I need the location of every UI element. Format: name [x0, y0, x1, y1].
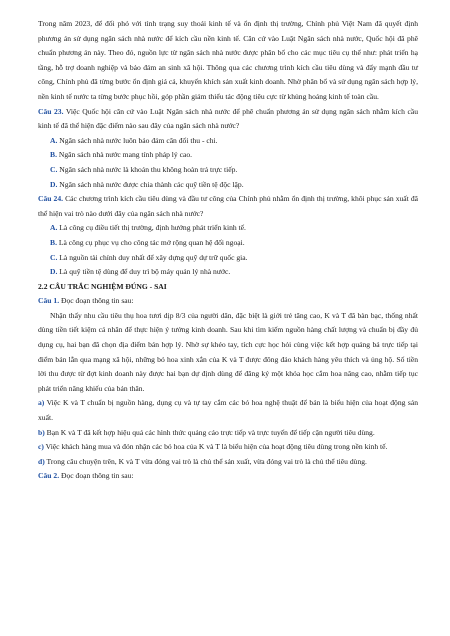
- question-2: [38, 469, 418, 484]
- option-letter: B.: [50, 150, 57, 160]
- statement-letter: d): [38, 456, 45, 466]
- option-b[interactable]: [38, 148, 418, 163]
- question-number: Câu 1.: [38, 296, 60, 306]
- question-text: Việc Quốc hội căn cứ vào Luật Ngân sách nhà nước để phê chuẩn phương án sử dụng ngân sách nhằm kích cầu kinh tế đã thể hiện đặc điểm nào sau đây của ngân sách nhà nước?: [38, 106, 418, 131]
- statement-b: [38, 426, 418, 441]
- option-d[interactable]: [38, 265, 418, 280]
- question-number: Câu 2.: [38, 471, 60, 481]
- option-letter: D.: [50, 179, 58, 189]
- option-letter: B.: [50, 237, 57, 247]
- passage-paragraph: Nhận thấy nhu cầu tiêu thụ hoa tươi dịp 8/3 của người dân, đặc biệt là giới trẻ tăng cao, K và T đã bàn bạc, thống nhất dùng tiền tiết kiệm cá nhân để thực hiện ý tưởng kinh doanh. Sau khi tìm kiếm nguồn hàng chất lượng và chuẩn bị đầy đủ dụng cụ, hai bạn đã chọn địa điểm bán hợp lý. Nhờ sự khéo tay, tích cực học hỏi cùng việc kết hợp quảng bá trực tiếp tại điểm bán lẫn qua mạng xã hội, những bó hoa xinh xắn của K và T được đông đảo khách hàng yêu thích và ủng hộ. Số tiền lời thu được từ đợt kinh doanh này được hai bạn dự định dùng để đăng ký một khóa học cắm hoa nâng cao, nhằm tiếp tục phát triển năng khiếu của bản thân.: [38, 310, 418, 393]
- question-number: Câu 23.: [38, 106, 64, 116]
- section-heading: 2.2 CÂU TRẮC NGHIỆM ĐÚNG - SAI: [38, 281, 167, 291]
- option-d[interactable]: [38, 178, 418, 193]
- option-b[interactable]: [38, 236, 418, 251]
- option-a[interactable]: [38, 221, 418, 236]
- option-c[interactable]: [38, 251, 418, 266]
- option-text: Là quỹ tiền tệ dùng để duy trì bộ máy quản lý nhà nước.: [57, 267, 231, 277]
- document-body: [38, 17, 418, 484]
- intro-paragraph: Trong năm 2023, để đối phó với tình trạng suy thoái kinh tế và ổn định thị trường, Chính phủ Việt Nam đã quyết định phương án sử dụng ngân sách nhà nước để kích cầu nền kinh tế. Căn cứ vào Luật Ngân sách nhà nước, Quốc hội đã phê chuẩn phương án này. Theo đó, nguồn lực từ ngân sách nhà nước được phân bổ cho các mục tiêu cụ thể như: phát triển hạ tầng, hỗ trợ doanh nghiệp và bảo đảm an sinh xã hội. Thông qua các chương trình kích cầu tiêu dùng và đẩy mạnh đầu tư công, Chính phủ đã từng bước ổn định giá cả, khuyến khích sản xuất kinh doanh. Nhờ phân bổ và sử dụng ngân sách hợp lý, nền kinh tế nước ta từng bước phục hồi, góp phần giảm thiểu tác động tiêu cực từ khủng hoảng kinh tế toàn cầu.: [38, 19, 418, 101]
- option-text: Ngân sách nhà nước mang tính pháp lý cao.: [56, 150, 193, 160]
- option-letter: A.: [50, 223, 58, 233]
- option-text: Là công cụ điều tiết thị trường, định hướng phát triển kinh tế.: [57, 223, 246, 233]
- option-letter: D.: [50, 267, 58, 277]
- question-text: Các chương trình kích cầu tiêu dùng và đầu tư công của Chính phủ nhằm ổn định thị trường, khôi phục sản xuất đã thể hiện vai trò nào dưới đây của ngân sách nhà nước?: [38, 194, 418, 218]
- option-letter: C.: [50, 164, 58, 174]
- option-text: Là công cụ phục vụ cho công tác mở rộng quan hệ đối ngoại.: [56, 237, 245, 247]
- statement-text: Trong câu chuyện trên, K và T vừa đóng vai trò là chủ thể sản xuất, vừa đóng vai trò là chủ thể tiêu dùng.: [44, 456, 367, 466]
- statement-letter: b): [38, 427, 45, 437]
- question-24: [38, 192, 418, 221]
- question-1: [38, 294, 418, 309]
- option-text: Ngân sách nhà nước được chia thành các quỹ tiền tệ độc lập.: [57, 179, 244, 189]
- question-text: Đọc đoạn thông tin sau:: [59, 296, 134, 306]
- question-23: [38, 105, 418, 134]
- option-text: Ngân sách nhà nước luôn bảo đảm cân đối thu - chi.: [57, 135, 218, 145]
- option-c[interactable]: [38, 163, 418, 178]
- statement-text: Việc K và T chuẩn bị nguồn hàng, dụng cụ và tự tay cắm các bó hoa nghệ thuật để bán là biểu hiện của hoạt động sản xuất.: [38, 398, 418, 423]
- statement-text: Bạn K và T đã kết hợp hiệu quả các hình thức quảng cáo trực tiếp và trực tuyến để tiếp cận người tiêu dùng.: [44, 427, 375, 437]
- statement-text: Việc khách hàng mua và đón nhận các bó hoa của K và T là biểu hiện của hoạt động tiêu dùng trong nền kinh tế.: [43, 442, 388, 452]
- statement-d: [38, 455, 418, 470]
- question-text: Đọc đoạn thông tin sau:: [59, 471, 134, 481]
- statement-letter: a): [38, 398, 45, 408]
- statement-c: [38, 440, 418, 455]
- option-a[interactable]: [38, 134, 418, 149]
- question-number: Câu 24.: [38, 194, 64, 204]
- option-letter: C.: [50, 252, 58, 262]
- statement-a: [38, 396, 418, 425]
- option-text: Ngân sách nhà nước là khoản thu không hoàn trả trực tiếp.: [57, 164, 238, 174]
- option-letter: A.: [50, 135, 58, 145]
- statement-letter: c): [38, 442, 44, 452]
- option-text: Là nguồn tài chính duy nhất để xây dựng quỹ dự trữ quốc gia.: [57, 252, 248, 262]
